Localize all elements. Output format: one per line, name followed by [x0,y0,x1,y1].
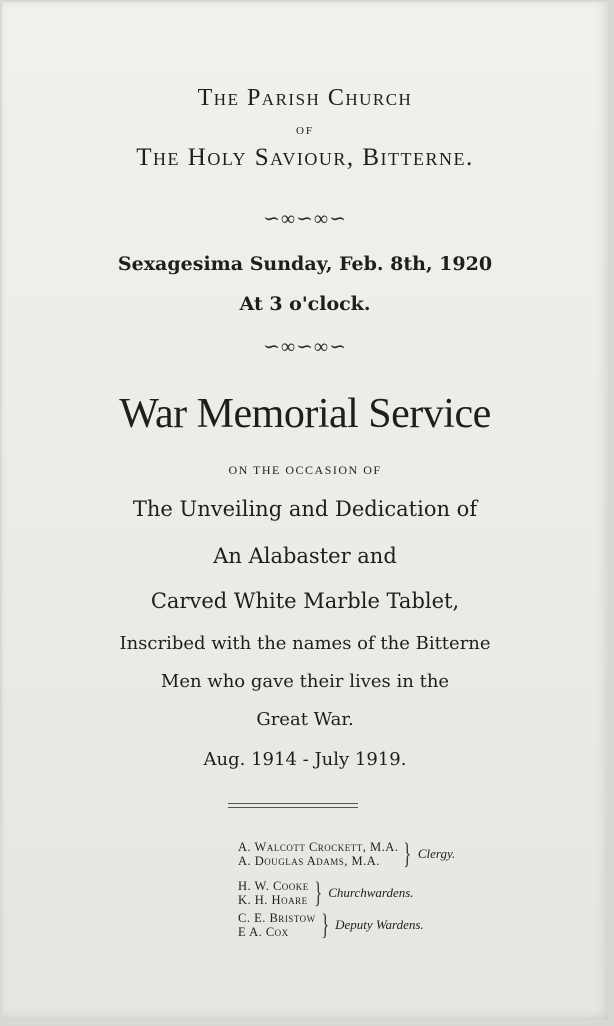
divider-rule [228,803,358,804]
description-line-3: Carved White Marble Tablet, [150,589,460,613]
war-dates: Aug. 1914 - July 1919. [203,749,407,770]
occasion-line: ON THE OCCASION OF [228,463,382,477]
deputy-wardens-role: Deputy Wardens. [335,917,424,932]
clergy-name-2: A. Douglas Adams, M.A. [238,854,380,868]
churchwardens-role: Churchwardens. [328,885,414,900]
top-ornament-icon: ∽∞∽∞∽ [263,208,347,230]
service-date: Sexagesima Sunday, Feb. 8th, 1920 [117,253,493,275]
brace-icon: } [403,837,412,870]
description-line-6: Great War. [256,709,354,730]
churchwarden-name-1: H. W. Cooke [238,879,309,893]
church-title-of: OF [295,125,315,137]
clergy-name-1: A. Walcott Crockett, M.A. [238,840,399,854]
description-line-5: Men who gave their lives in the [160,671,450,692]
brace-icon: } [320,908,329,941]
divider-rule [228,807,358,808]
bottom-ornament-icon: ∽∞∽∞∽ [263,336,347,358]
church-title-line2: The Holy Saviour, Bitterne. [136,144,474,171]
description-line-4: Inscribed with the names of the Bitterne [119,633,491,654]
service-time: At 3 o'clock. [239,293,371,315]
description-line-1: The Unveiling and Dedication of [132,497,478,521]
brace-icon: } [314,876,322,909]
service-title: War Memorial Service [119,391,491,437]
churchwarden-name-2: K. H. Hoare [238,893,308,907]
programme-page [2,2,608,1020]
description-line-2: An Alabaster and [213,544,397,568]
church-title-line1: The Parish Church [197,85,413,111]
deputy-name-2: E A. Cox [238,925,289,939]
deputy-wardens-group [238,908,424,941]
churchwardens-group [238,876,414,909]
clergy-group [238,837,456,870]
deputy-name-1: C. E. Bristow [238,911,316,925]
clergy-role: Clergy. [417,846,456,861]
